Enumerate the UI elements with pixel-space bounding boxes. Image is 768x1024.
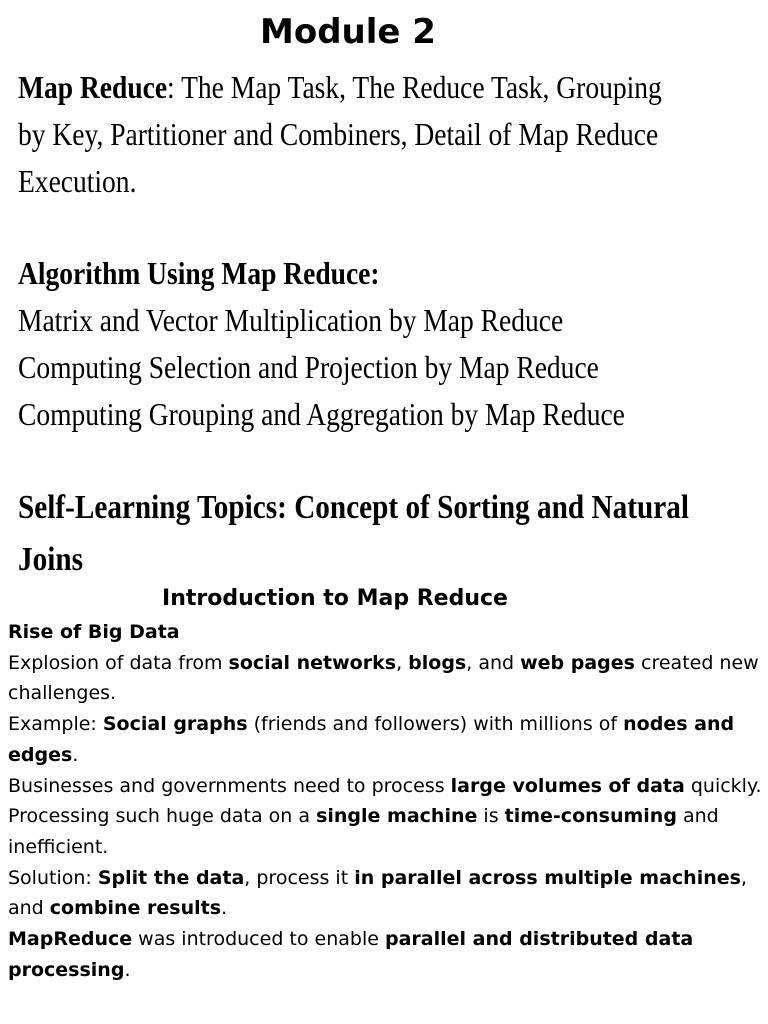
syllabus-line-1-text: : The Map Task, The Reduce Task, Grouping bbox=[167, 69, 662, 105]
paragraph-processing bbox=[8, 801, 763, 862]
bold-run: nodes and edges bbox=[8, 713, 735, 766]
rise-of-big-data-heading: Rise of Big Data bbox=[8, 621, 180, 643]
syllabus-map-reduce bbox=[18, 64, 662, 205]
self-learning-topics bbox=[18, 482, 689, 586]
self-learning-line-1: Self-Learning Topics: Concept of Sorting and Natural bbox=[18, 489, 689, 526]
map-reduce-label: Map Reduce bbox=[18, 69, 168, 105]
syllabus-line-2: by Key, Partitioner and Combiners, Detail of Map Reduce bbox=[18, 116, 659, 152]
bold-run: social networks bbox=[228, 651, 397, 674]
bold-run: single machine bbox=[316, 805, 478, 828]
text-run: Explosion of data from bbox=[8, 651, 229, 674]
text-run: Solution: bbox=[8, 866, 98, 889]
text-run: and inefficient. bbox=[8, 805, 719, 858]
bold-run: combine results bbox=[49, 897, 222, 920]
paragraph-explosion bbox=[8, 648, 763, 709]
module-title: Module 2 bbox=[260, 12, 436, 52]
text-run: . bbox=[221, 897, 228, 920]
paragraph-example bbox=[8, 709, 763, 770]
bold-run: Social graphs bbox=[102, 713, 248, 736]
bold-run: in parallel across multiple machines bbox=[354, 866, 741, 889]
text-run: created new challenges. bbox=[8, 651, 759, 705]
text-run: Example: bbox=[8, 713, 103, 736]
intro-body bbox=[8, 617, 763, 985]
bold-run: parallel and distributed data processing bbox=[8, 928, 694, 981]
paragraph-mapreduce bbox=[8, 924, 763, 985]
text-run: Processing such huge data on a bbox=[8, 805, 317, 828]
bold-run: large volumes of data bbox=[450, 774, 685, 797]
syllabus-line-3: Execution. bbox=[18, 163, 137, 199]
algorithms-heading: Algorithm Using Map Reduce: bbox=[18, 255, 380, 291]
text-run: Businesses and governments need to process bbox=[8, 774, 451, 797]
paragraph-businesses bbox=[8, 771, 763, 802]
text-run: . bbox=[124, 958, 131, 981]
syllabus-line-1 bbox=[18, 64, 662, 111]
paragraph-solution bbox=[8, 863, 763, 924]
text-run: is bbox=[477, 805, 505, 828]
algorithms-section bbox=[18, 250, 654, 438]
algorithm-item: Computing Selection and Projection by Map Reduce bbox=[18, 349, 599, 385]
algorithm-item: Matrix and Vector Multiplication by Map Reduce bbox=[18, 302, 564, 338]
text-run: , process it bbox=[244, 866, 355, 889]
self-learning-line-2: Joins bbox=[18, 541, 84, 578]
text-run: (friends and followers) with millions of bbox=[247, 713, 624, 736]
bold-run: Split the data bbox=[97, 866, 245, 889]
algorithm-item: Computing Grouping and Aggregation by Map Reduce bbox=[18, 396, 625, 432]
text-run: . bbox=[72, 743, 79, 766]
intro-heading: Introduction to Map Reduce bbox=[162, 586, 508, 611]
bold-run: time-consuming bbox=[504, 805, 677, 828]
text-run: , bbox=[396, 651, 409, 674]
text-run: , and bbox=[8, 866, 747, 920]
bold-run: web pages bbox=[520, 651, 635, 674]
text-run: was introduced to enable bbox=[132, 928, 385, 951]
bold-run: MapReduce bbox=[8, 928, 133, 951]
text-run: quickly. bbox=[684, 774, 762, 797]
text-run: , and bbox=[466, 651, 521, 674]
bold-run: blogs bbox=[408, 651, 467, 674]
